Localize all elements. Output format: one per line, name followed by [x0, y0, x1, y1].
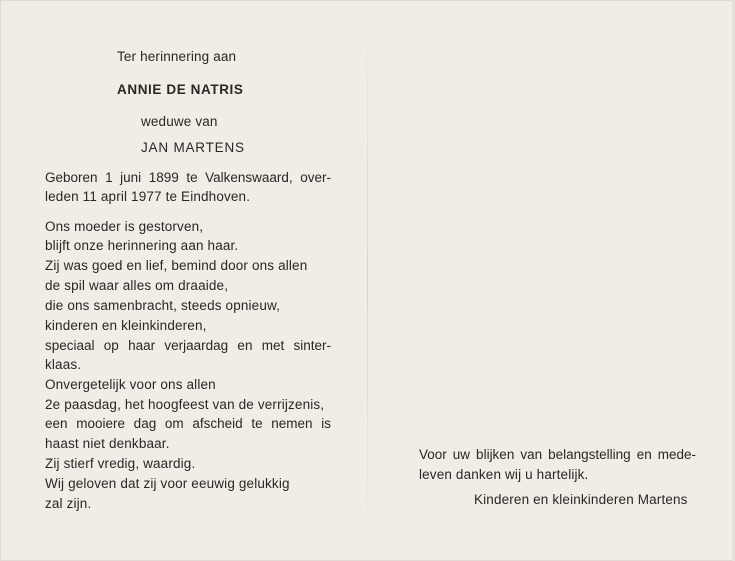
poem-line: 2e paasdag, het hoogfeest van de verrijzenis,	[45, 397, 325, 412]
signature: Kinderen en kleinkinderen Martens	[474, 492, 688, 507]
fold-line	[367, 0, 368, 561]
poem-line: zal zijn.	[45, 496, 92, 511]
poem-line: kinderen en kleinkinderen,	[45, 318, 207, 333]
poem-line: Wij geloven dat zij voor eeuwig gelukkig	[45, 476, 290, 491]
birth-death-line-1: Geboren 1 juni 1899 te Valkenswaard, over-	[45, 170, 331, 185]
deceased-name: ANNIE DE NATRIS	[117, 82, 244, 97]
poem-line: Onvergetelijk voor ons allen	[45, 377, 216, 392]
poem-line: blijft onze herinnering aan haar.	[45, 238, 239, 253]
spouse-name: JAN MARTENS	[141, 140, 245, 155]
thanks-line-1: Voor uw blijken van belangstelling en mede-	[419, 447, 696, 462]
poem-line: Ons moeder is gestorven,	[45, 219, 204, 234]
poem-line: Zij stierf vredig, waardig.	[45, 456, 196, 471]
poem-line: de spil waar alles om draaide,	[45, 278, 229, 293]
poem-line: die ons samenbracht, steeds opnieuw,	[45, 298, 281, 313]
relation-text: weduwe van	[141, 114, 218, 129]
poem-line: haast niet denkbaar.	[45, 436, 170, 451]
poem-line: een mooiere dag om afscheid te nemen is	[45, 416, 331, 431]
poem-line: Zij was goed en lief, bemind door ons allen	[45, 258, 308, 273]
birth-death-line-2: leden 11 april 1977 te Eindhoven.	[45, 189, 251, 204]
intro-text: Ter herinnering aan	[117, 49, 237, 64]
thanks-line-2: leven danken wij u hartelijk.	[419, 467, 589, 482]
poem-line: klaas.	[45, 357, 82, 372]
poem-line: speciaal op haar verjaardag en met sinter-	[45, 338, 331, 353]
